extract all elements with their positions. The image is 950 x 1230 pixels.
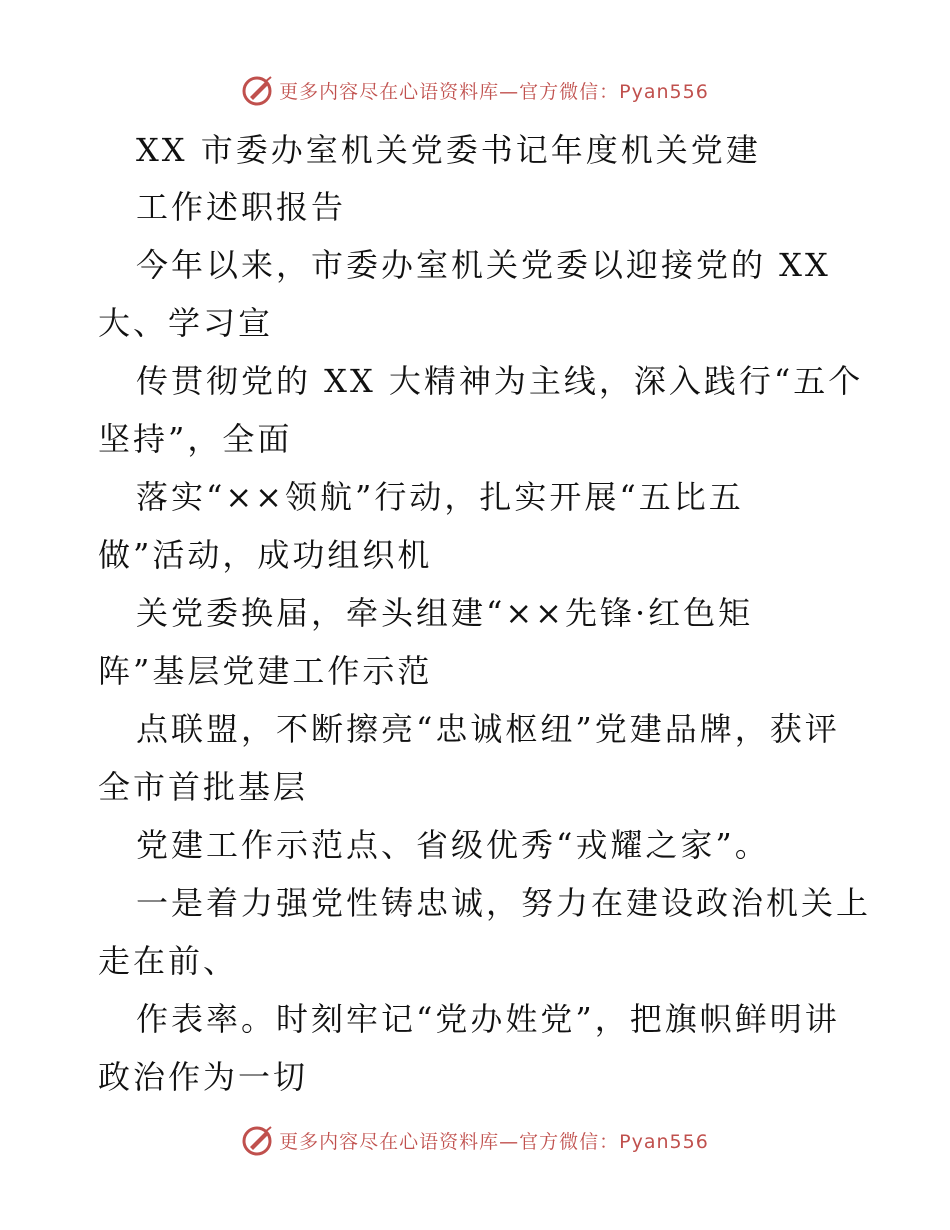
- text-line: 一是着力强党性铸忠诚，努力在建设政治机关上: [136, 884, 872, 922]
- footer-watermark-banner: [0, 1120, 950, 1160]
- text-line: 点联盟，不断擦亮“忠诚枢纽”党建品牌，获评: [136, 710, 840, 748]
- text-line: XX 市委办室机关党委书记年度机关党建: [136, 131, 761, 169]
- text-line: 大、学习宣: [98, 304, 274, 342]
- text-line: 关党委换届，牵头组建“××先锋·红色矩: [136, 594, 754, 632]
- text-line: 走在前、: [98, 942, 239, 980]
- header-watermark-text: 更多内容尽在心语资料库—官方微信：Pyan556: [279, 80, 709, 103]
- quill-logo-icon: [241, 73, 275, 107]
- text-line: 落实“××领航”行动，扎实开展“五比五: [136, 478, 744, 516]
- text-line: 做”活动，成功组织机: [98, 536, 433, 574]
- header-watermark-banner: [0, 70, 950, 110]
- footer-watermark-text: 更多内容尽在心语资料库—官方微信：Pyan556: [279, 1130, 709, 1153]
- text-line: 工作述职报告: [136, 188, 347, 226]
- text-line: 阵”基层党建工作示范: [98, 652, 433, 690]
- text-line: 政治作为一切: [98, 1058, 309, 1096]
- text-line: 作表率。时刻牢记“党办姓党”，把旗帜鲜明讲: [136, 1000, 840, 1038]
- text-line: 全市首批基层: [98, 768, 309, 806]
- text-line: 传贯彻党的 XX 大精神为主线，深入践行“五个: [136, 362, 864, 400]
- text-line: 党建工作示范点、省级优秀“戎耀之家”。: [136, 826, 770, 864]
- text-line: 坚持”，全面: [98, 420, 293, 458]
- text-line: 今年以来，市委办室机关党委以迎接党的 XX: [136, 246, 831, 284]
- quill-logo-icon: [241, 1123, 275, 1157]
